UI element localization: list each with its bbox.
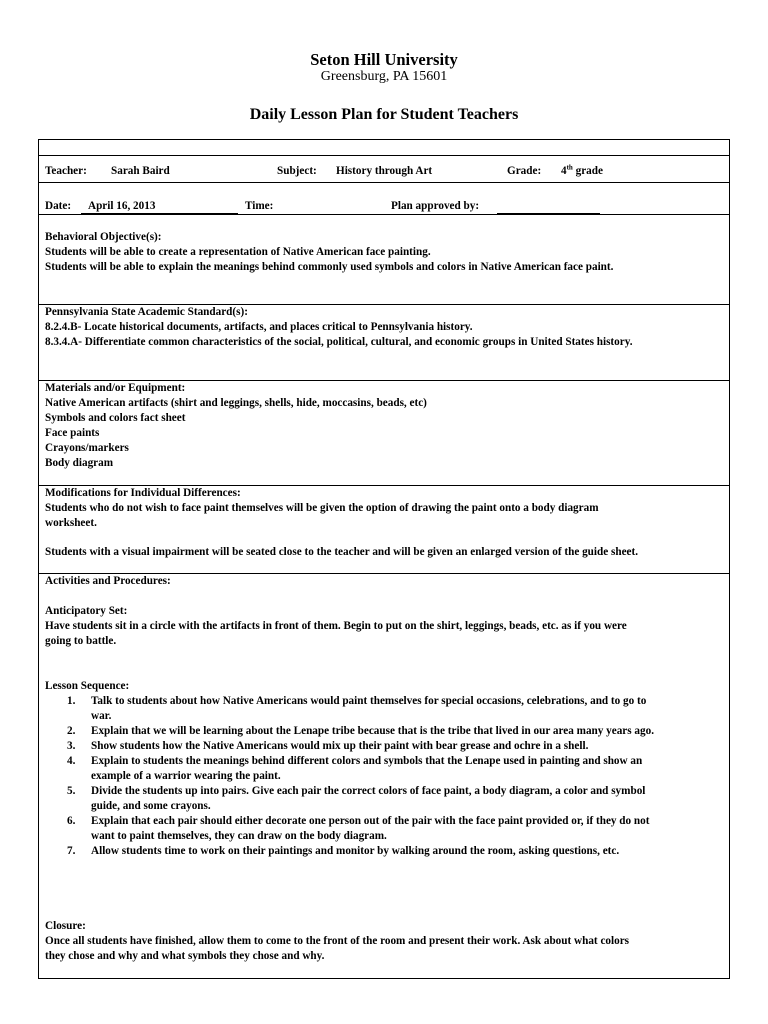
standard-line: 8.2.4.B- Locate historical documents, artifacts, and places critical to Pennsylvania history. <box>45 321 473 333</box>
list-item: 5. Divide the students up into pairs. Give each pair the correct colors of face paint, a body diagram, a color and symbol guide, and some crayons. <box>67 785 646 812</box>
objective-line: Students will be able to explain the meanings behind commonly used symbols and colors in Native American face paint. <box>45 261 614 273</box>
document-title: Daily Lesson Plan for Student Teachers <box>249 106 519 123</box>
closure-text: Once all students have finished, allow them to come to the front of the room and present their work. Ask about what colors <box>45 935 630 947</box>
standards-section <box>39 305 729 381</box>
material-item: Body diagram <box>45 457 114 469</box>
anticipatory-heading: Anticipatory Set: <box>45 605 128 617</box>
material-item: Crayons/markers <box>45 442 129 454</box>
grade-value: 4th grade <box>561 163 603 177</box>
approved-underline <box>497 213 600 214</box>
objectives-heading: Behavioral Objective(s): <box>45 231 162 243</box>
date-value: April 16, 2013 <box>88 200 156 212</box>
teacher-value: Sarah Baird <box>111 165 170 177</box>
teacher-row <box>39 156 729 183</box>
list-item: 3. Show students how the Native Americans would mix up their paint with bear grease and ochre in a shell. <box>67 740 589 752</box>
date-underline <box>81 213 238 214</box>
modification-line: Students who do not wish to face paint themselves will be given the option of drawing the paint onto a body diagram <box>45 502 599 514</box>
list-item: 1. Talk to students about how Native Americans would paint themselves for special occasions, celebrations, and to go to war. <box>67 695 647 722</box>
university-address: Greensburg, PA 15601 <box>320 69 448 84</box>
modification-line: worksheet. <box>45 517 97 529</box>
material-item: Native American artifacts (shirt and leggings, shells, hide, moccasins, beads, etc) <box>45 397 427 409</box>
time-label: Time: <box>245 200 274 212</box>
standards-heading: Pennsylvania State Academic Standard(s): <box>45 306 248 318</box>
modification-line: Students with a visual impairment will be seated close to the teacher and will be given an enlarged version of the guide sheet. <box>45 546 639 558</box>
subject-label: Subject: <box>277 165 317 177</box>
material-item: Symbols and colors fact sheet <box>45 412 186 424</box>
sequence-heading: Lesson Sequence: <box>45 680 130 692</box>
date-label: Date: <box>45 200 72 212</box>
approved-label: Plan approved by: <box>391 200 480 212</box>
closure-text: they chose and why and what symbols they chose and why. <box>45 950 325 962</box>
lesson-sequence-list <box>45 694 719 859</box>
date-row <box>39 183 729 215</box>
subject-value: History through Art <box>336 165 433 177</box>
top-spacer-row <box>39 140 729 156</box>
teacher-label: Teacher: <box>45 165 87 177</box>
university-name: Seton Hill University <box>310 50 458 69</box>
standard-line: 8.3.4.A- Differentiate common characteristics of the social, political, cultural, and economic groups in United States history. <box>45 336 633 348</box>
materials-heading: Materials and/or Equipment: <box>45 382 186 394</box>
anticipatory-text: Have students sit in a circle with the artifacts in front of them. Begin to put on the shirt, leggings, beads, etc. as if you were <box>45 620 627 632</box>
anticipatory-text: going to battle. <box>45 635 117 647</box>
closure-heading: Closure: <box>45 920 86 932</box>
list-item: 7. Allow students time to work on their paintings and monitor by walking around the room, asking questions, etc. <box>67 845 620 857</box>
modifications-section <box>39 486 729 574</box>
modifications-heading: Modifications for Individual Differences: <box>45 487 241 499</box>
grade-label: Grade: <box>507 165 542 177</box>
list-item: 4. Explain to students the meanings behind different colors and symbols that the Lenape used in painting and show an example of a warrior wearing the paint. <box>67 755 643 782</box>
list-item: 6. Explain that each pair should either decorate one person out of the pair with the face paint provided or, if they do not want to paint themselves, they can draw on the body diagram. <box>67 815 650 842</box>
objective-line: Students will be able to create a representation of Native American face painting. <box>45 246 431 258</box>
activities-section <box>39 574 729 978</box>
materials-section <box>39 381 729 486</box>
material-item: Face paints <box>45 427 100 439</box>
activities-heading: Activities and Procedures: <box>45 575 171 587</box>
list-item: 2. Explain that we will be learning about the Lenape tribe because that is the tribe that lived in our area many years ago. <box>67 725 654 737</box>
objectives-section <box>39 215 729 305</box>
lesson-plan-form <box>38 139 730 979</box>
